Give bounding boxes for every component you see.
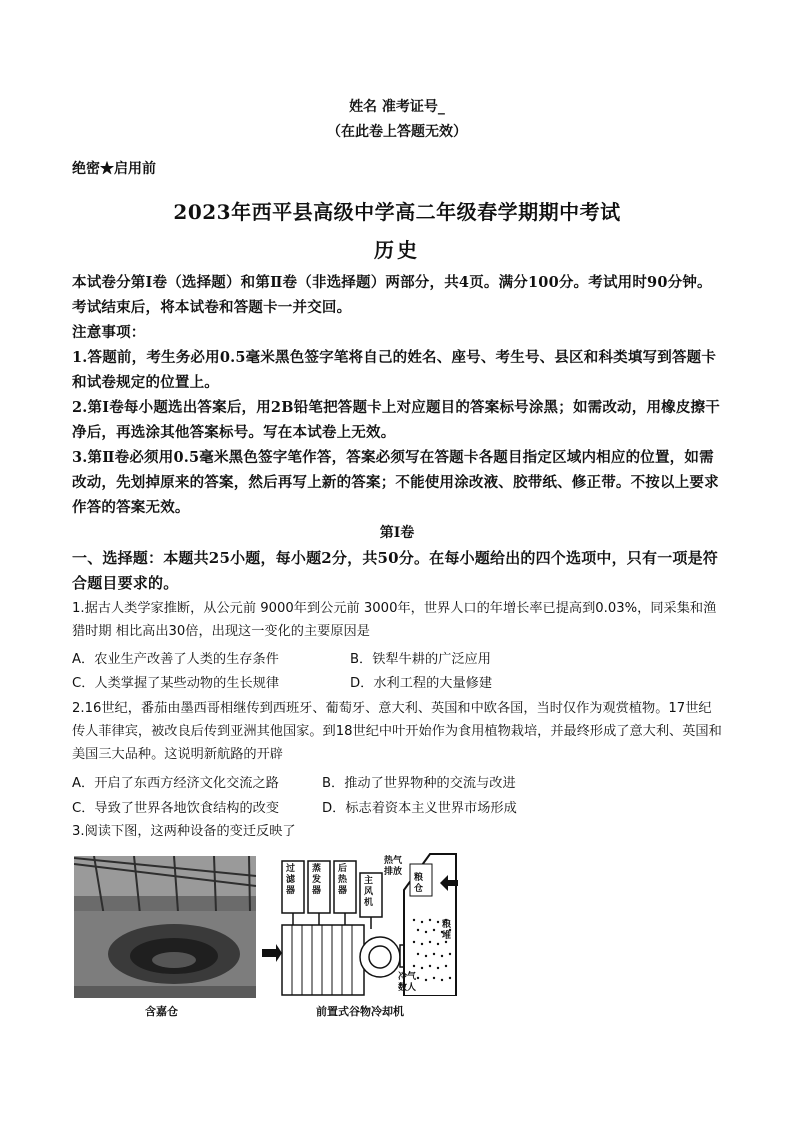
notice-item-3: 3.第Ⅱ卷必须用0.5毫米黑色签字笔作答，答案必须写在答题卡各题目指定区域内相应的位置，如需改动，先划掉原来的答案，然后再写上新的答案；不能使用涂改液、胶带纸、修正带。不按以上要求作答的答案无效。 bbox=[72, 449, 719, 516]
hanjia-granary-photo bbox=[74, 856, 256, 998]
question-1-option-a: A．农业生产改善了人类的生存条件 bbox=[72, 652, 279, 667]
candidate-line: 姓名 准考证号_ bbox=[349, 99, 445, 115]
section-label: 第Ⅰ卷 bbox=[379, 525, 415, 541]
question-1-option-d: D．水利工程的大量修建 bbox=[350, 676, 493, 691]
question-2-option-a: A．开启了东西方经济文化交流之路 bbox=[72, 776, 279, 791]
question-1-stem: 1.据古人类学家推断，从公元前 9000年到公元前 3000年，世界人口的年增长率已提高到0.03%，同采集和渔猎时期 相比高出30倍，出现这一变化的主要原因是 bbox=[72, 601, 717, 639]
main-fan-label: 主风机 bbox=[364, 876, 374, 908]
granary-label: 粮仓 bbox=[414, 873, 424, 894]
notice-item-1: 1.答题前，考生务必用0.5毫米黑色签字笔将自己的姓名、座号、考生号、县区和科类填写到答题卡和试卷规定的位置上。 bbox=[72, 349, 717, 391]
question-1-option-b: B．铁犁牛耕的广泛应用 bbox=[350, 652, 491, 667]
question-2-stem: 2.16世纪，番茄由墨西哥相继传到西班牙、葡萄牙、意大利、英国和中欧各国，当时仅作为观赏植物。17世纪传人菲律宾，被改良后传到亚洲其他国家。到18世纪中叶开始作为食用植物栽培，并最终形成了意大利、英国和美国三大品种。这说明新航路的开辟 bbox=[72, 701, 722, 762]
grain-pile-label: 粮堆 bbox=[442, 920, 452, 941]
question-2-option-c: C．导致了世界各地饮食结构的改变 bbox=[72, 801, 280, 816]
exam-title: 2023年西平县高级中学高二年级春学期期中考试 bbox=[173, 200, 621, 224]
reheater-label: 后热器 bbox=[338, 864, 348, 896]
notice-item-2: 2.第Ⅰ卷每小题选出答案后，用2B铅笔把答题卡上对应题目的答案标号涂黑；如需改动，用橡皮擦干净后，再选涂其他答案标号。写在本试卷上无效。 bbox=[72, 399, 720, 441]
right-figure-caption: 前置式谷物冷却机 bbox=[316, 1005, 404, 1018]
invalid-note: （在此卷上答题无效） bbox=[327, 124, 467, 140]
subject-title: 历史 bbox=[374, 238, 420, 262]
question-1-option-c: C．人类掌握了某些动物的生长规律 bbox=[72, 676, 280, 691]
hot-air-label: 热气排放 bbox=[384, 856, 403, 877]
question-2-option-b: B．推动了世界物种的交流与改进 bbox=[322, 776, 516, 791]
left-figure-caption: 含嘉仓 bbox=[145, 1005, 178, 1018]
intro-text: 本试卷分第Ⅰ卷（选择题）和第Ⅱ卷（非选择题）两部分，共4页。满分100分。考试用时90分钟。考试结束后，将本试卷和答题卡一并交回。 bbox=[72, 274, 712, 316]
question-2-option-d: D．标志着资本主义世界市场形成 bbox=[322, 801, 517, 816]
notice-heading: 注意事项： bbox=[72, 324, 146, 341]
cold-air-label: 冷气数人 bbox=[398, 972, 417, 993]
question-3-stem: 3.阅读下图，这两种设备的变迁反映了 bbox=[72, 824, 296, 839]
evaporator-label: 蒸发器 bbox=[312, 864, 322, 896]
filter-label: 过滤器 bbox=[286, 864, 296, 896]
section-instruction: 一、选择题：本题共25小题，每小题2分，共50分。在每小题给出的四个选项中，只有一项是符合题目要求的。 bbox=[72, 549, 718, 592]
secret-mark: 绝密★启用前 bbox=[72, 161, 156, 177]
